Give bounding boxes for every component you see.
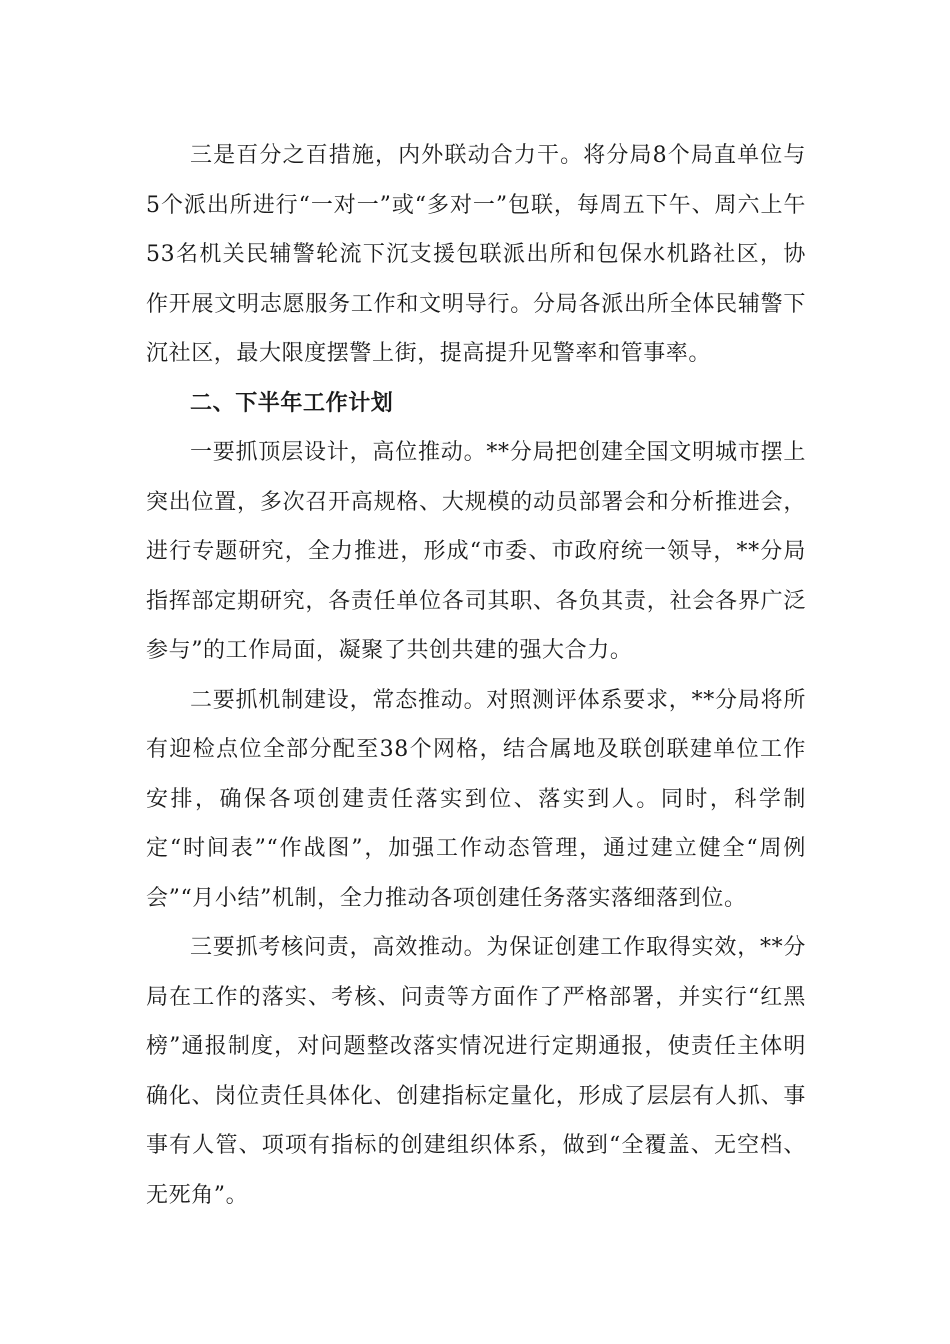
document-body bbox=[146, 131, 806, 1220]
section-heading-second-half-plan: 二、下半年工作计划 bbox=[190, 390, 394, 416]
paragraph-measures-linkage: 三是百分之百措施，内外联动合力干。将分局8个局直单位与5个派出所进行“一对一”或“多对一”包联，每周五下午、周六上午53名机关民辅警轮流下沉支援包联派出所和包保水机路社区，协作开展文明志愿服务工作和文明导行。分局各派出所全体民辅警下沉社区，最大限度摆警上街，提高提升见警率和管事率。 bbox=[146, 143, 806, 366]
paragraph-top-level-design: 一要抓顶层设计，高位推动。**分局把创建全国文明城市摆上突出位置，多次召开高规格、大规模的动员部署会和分析推进会，进行专题研究，全力推进，形成“市委、市政府统一领导，**分局指挥部定期研究，各责任单位各司其职、各负其责，社会各界广泛参与”的工作局面，凝聚了共创共建的强大合力。 bbox=[146, 440, 806, 663]
paragraph-mechanism-building: 二要抓机制建设，常态推动。对照测评体系要求，**分局将所有迎检点位全部分配至38个网格，结合属地及联创联建单位工作安排，确保各项创建责任落实到位、落实到人。同时，科学制定“时间表”“作战图”，加强工作动态管理，通过建立健全“周例会”“月小结”机制，全力推动各项创建任务落实落细落到位。 bbox=[146, 687, 806, 911]
paragraph-assessment-accountability: 三要抓考核问责，高效推动。为保证创建工作取得实效，**分局在工作的落实、考核、问责等方面作了严格部署，并实行“红黑榜”通报制度，对问题整改落实情况进行定期通报，使责任主体明确化、岗位责任具体化、创建指标定量化，形成了层层有人抓、事事有人管、项项有指标的创建组织体系，做到“全覆盖、无空档、无死角”。 bbox=[146, 935, 806, 1208]
